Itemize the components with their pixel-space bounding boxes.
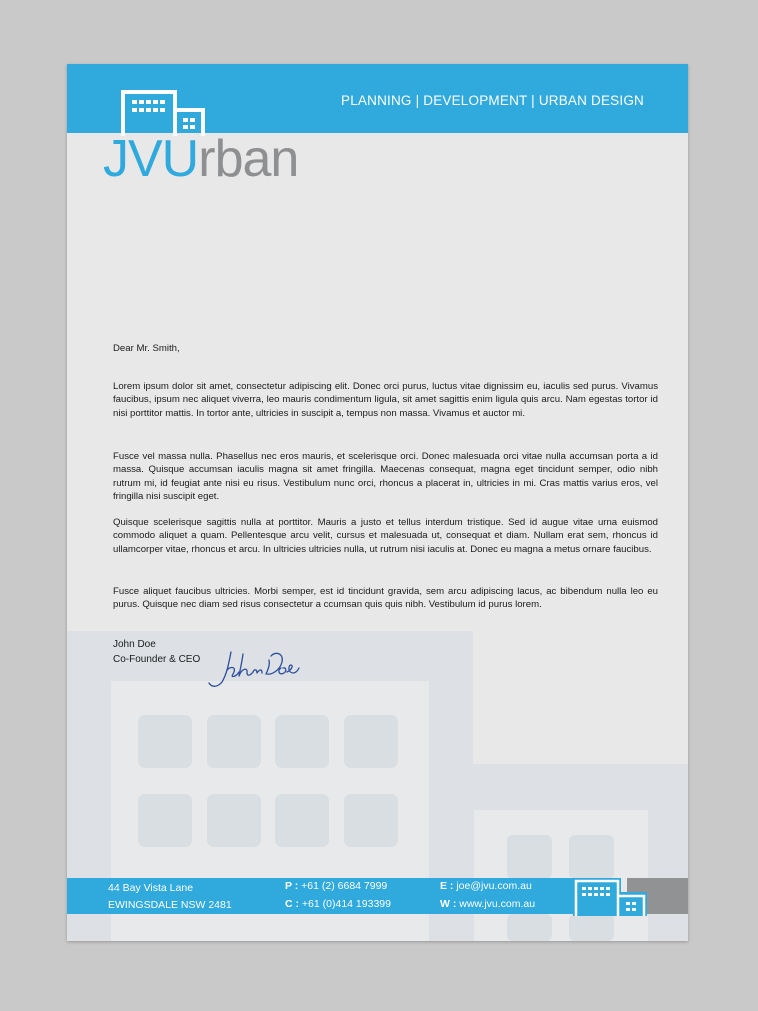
address-line-2: EWINGSDALE NSW 2481 — [108, 899, 232, 911]
cell-contact — [285, 898, 391, 910]
phone-contact — [285, 880, 387, 892]
letter-paragraph: Fusce aliquet faucibus ultricies. Morbi semper, est id tincidunt gravida, sem arcu adipiscing lacus, ac bibendum nulla leo eu purus. Quisque nec diam sed risus consectetur a ccumsan quis quis nibh. Vestibulum id purus lorem. — [113, 586, 658, 611]
email-label: E : — [440, 880, 454, 892]
letter-paragraph: Quisque scelerisque sagittis nulla at porttitor. Mauris a justo et tellus interdum tristique. Sed id augue vitae urna euismod commodo aliquet a quam. Pellentesque arcu velit, cursus et malesuada ut, consequat et diam. Nullam erat sem, rhoncus id ullamcorper vitae, rhoncus et arcu. In ultricies ultricies nulla, ut rutrum nisi iaculis at. Donec eu magna a metus ornare faucibus. — [113, 517, 658, 555]
letter-paragraph: Fusce vel massa nulla. Phasellus nec eros mauris, et scelerisque orci. Donec malesuada orci vitae nulla accumsan porta a id massa. Quisque accumsan iaculis magna sit amet fringilla. Maecenas consequat, magna eget tincidunt semper, odio nibh rutrum mi, id feugiat ante nisi eu risus. Vestibulum nunc orci, rhoncus a placerat in, ultricies in mi. Cras mattis varius eros, vel fringilla nisi suscipit eget. — [113, 451, 658, 503]
handwritten-signature — [205, 648, 301, 690]
phone-label: P : — [285, 880, 299, 892]
letter-paragraph: Lorem ipsum dolor sit amet, consectetur adipiscing elit. Donec orci purus, luctus vitae dignissim eu, iaculis sed purus. Vivamus faucibus, ipsum nec aliquet viverra, leo mauris condimentum ligula, sit amet sagittis enim ligula quis arcu. Nam egestas tortor id nisi porttitor mattis. In tortor ante, ultricies in suscipit a, tempus non massa. Vivamus et auctor mi. — [113, 381, 658, 419]
logo-accent-text: JVU — [103, 130, 199, 188]
web-contact — [440, 898, 535, 910]
logo-rest-text: rban — [198, 130, 299, 188]
web-link[interactable]: www.jvu.com.au — [459, 898, 536, 910]
email-link[interactable]: joe@jvu.com.au — [456, 880, 532, 892]
signer-title: Co-Founder & CEO — [113, 654, 201, 665]
letter-salutation: Dear Mr. Smith, — [113, 343, 180, 354]
company-logo-wordmark — [103, 132, 298, 186]
email-contact — [440, 880, 532, 892]
address-line-1: 44 Bay Vista Lane — [108, 882, 194, 894]
web-label: W : — [440, 898, 457, 910]
cell-label: C : — [285, 898, 299, 910]
phone-number[interactable]: +61 (2) 6684 7999 — [301, 880, 388, 892]
letterhead-page — [67, 64, 688, 941]
cell-number[interactable]: +61 (0)414 193399 — [301, 898, 391, 910]
company-tagline: PLANNING | DEVELOPMENT | URBAN DESIGN — [341, 93, 644, 108]
signer-name: John Doe — [113, 639, 156, 650]
footer-building-icon — [571, 874, 647, 916]
